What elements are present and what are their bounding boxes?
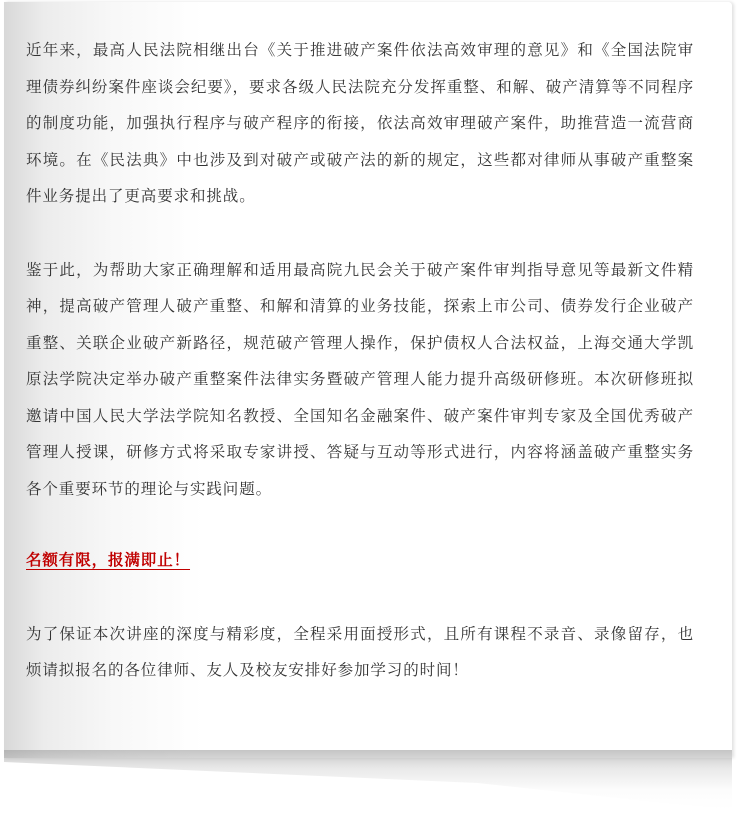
article-body xyxy=(26,32,694,689)
intro-paragraph: 近年来，最高人民法院相继出台《关于推进破产案件依法高效审理的意见》和《全国法院审理债券纠纷案件座谈会纪要》，要求各级人民法院充分发挥重整、和解、破产清算等不同程序的制度功能，加强执行程序与破产程序的衔接，依法高效审理破产案件，助推营造一流营商环境。在《民法典》中也涉及到对破产或破产法的新的规定，这些都对律师从事破产重整案件业务提出了更高要求和挑战。 xyxy=(26,41,694,205)
page-curl-shadow xyxy=(4,750,732,810)
limited-seats-notice: 名额有限，报满即止！ xyxy=(26,551,191,569)
attendance-paragraph: 为了保证本次讲座的深度与精彩度，全程采用面授形式，且所有课程不录音、录像留存，也烦请拟报名的各位律师、友人及校友安排好参加学习的时间！ xyxy=(26,624,694,679)
program-paragraph: 鉴于此，为帮助大家正确理解和适用最高院九民会关于破产案件审判指导意见等最新文件精神，提高破产管理人破产重整、和解和清算的业务技能，探索上市公司、债券发行企业破产重整、关联企业破产新路径，规范破产管理人操作，保护债权人合法权益，上海交通大学凯原法学院决定举办破产重整案件法律实务暨破产管理人能力提升高级研修班。本次研修班拟邀请中国人民大学法学院知名教授、全国知名金融案件、破产案件审判专家及全国优秀破产管理人授课，研修方式将采取专家讲授、答疑与互动等形式进行，内容将涵盖破产重整实务各个重要环节的理论与实践问题。 xyxy=(26,260,694,498)
